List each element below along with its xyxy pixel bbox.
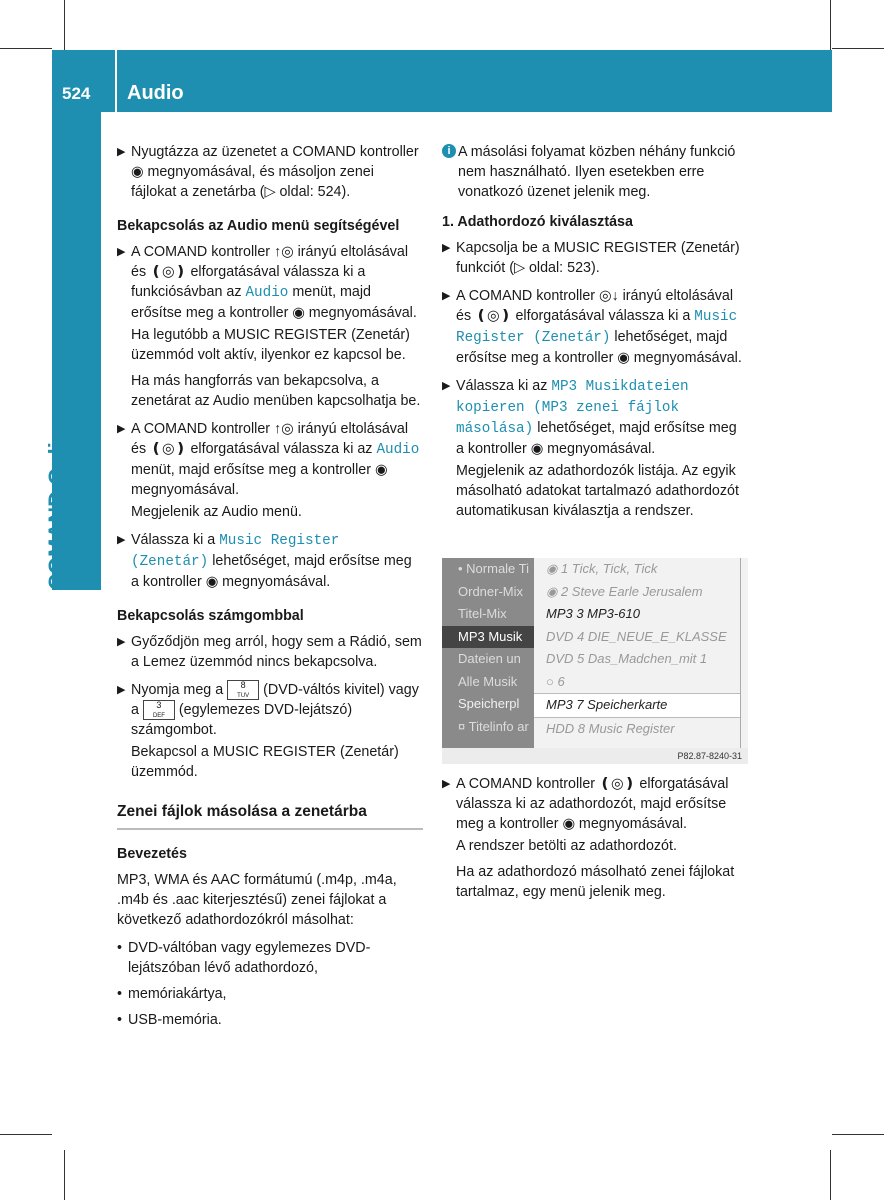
menu-code: Music Register (Zenetár) bbox=[456, 309, 738, 346]
left-column bbox=[117, 142, 423, 1036]
list-item: ▶ Válassza ki az MP3 Musikdateien kopieren (MP3 zenei fájlok másolása) lehetőséget, majd erősítse meg a kontroller ◉ megnyomásával. Megjelenik az adathordozók listája. Az egyik másolható adatokat tartalmazó adathordozót automatikusan kiválasztja a rendszer. bbox=[442, 378, 739, 519]
bullet-item: • USB-memória. bbox=[117, 1012, 222, 1029]
list-item: ▶ A COMAND kontroller ◎↓ irányú eltolásával és ❪◎❫ elforgatásával válassza ki a Music Register (Zenetár) lehetőséget, majd erősítse meg a kontroller ◉ megnyomásával. bbox=[442, 288, 742, 366]
list-item: ▶ Válassza ki a Music Register (Zenetár) lehetőséget, majd erősítse meg a kontroller ◉ megnyomásával. bbox=[117, 532, 412, 590]
list-item: ▶ Nyomja meg a 8 TUV (DVD-váltós kivitel) vagy a 3 DEF (egylemezes DVD-lejátszó) számgombot. Bekapcsol a MUSIC REGISTER (Zenetár) üzemmód. bbox=[117, 680, 419, 781]
bullet-item: • memóriakártya, bbox=[117, 986, 227, 1003]
crop-mark bbox=[830, 1150, 831, 1200]
arrow-icon: ▶ bbox=[442, 778, 451, 790]
screenshot-scrollbar bbox=[740, 558, 748, 748]
right-column bbox=[442, 142, 748, 529]
comand-display-screenshot bbox=[442, 558, 748, 764]
crop-mark bbox=[0, 48, 52, 49]
subheading: Bevezetés bbox=[117, 846, 187, 863]
subheading: Bekapcsolás számgombbal bbox=[117, 608, 304, 624]
subheading: Bekapcsolás az Audio menü segítségével bbox=[117, 218, 400, 234]
list-item: ▶ Kapcsolja be a MUSIC REGISTER (Zenetár) funkciót (▷ oldal: 523). bbox=[442, 240, 740, 276]
number-key-3: 3 DEF bbox=[143, 700, 175, 720]
bullet-item: • DVD-váltóban vagy egylemezes DVD-lejátszóban lévő adathordozó, bbox=[117, 940, 371, 977]
arrow-icon: ▶ bbox=[442, 242, 451, 254]
menu-code: MP3 Musikdateien kopieren (MP3 zenei fájlok másolása) bbox=[456, 379, 689, 437]
page-title: Audio bbox=[127, 82, 184, 104]
screenshot-menu: • Normale Ti Ordner-Mix Titel-Mix MP3 Musik Dateien un Alle Musik Speicherpl ¤ Titelinfo ar bbox=[442, 558, 534, 748]
menu-code: Music Register (Zenetár) bbox=[131, 533, 340, 570]
crop-mark bbox=[64, 0, 65, 50]
page-number: 524 bbox=[62, 84, 91, 103]
section-label: COMAND Online bbox=[44, 416, 69, 590]
crop-mark bbox=[832, 48, 884, 49]
arrow-icon: ▶ bbox=[117, 146, 126, 158]
arrow-icon: ▶ bbox=[117, 636, 126, 648]
crop-mark bbox=[832, 1134, 884, 1135]
paragraph: MP3, WMA és AAC formátumú (.m4p, .m4a, .m4b és .aac kiterjesztésű) zenei fájlokat a következő adathordozókról másolhat: bbox=[117, 872, 397, 929]
list-item: ▶ Győződjön meg arról, hogy sem a Rádió, sem a Lemez üzemmód nincs bekapcsolva. bbox=[117, 634, 422, 670]
number-key-8: 8 TUV bbox=[227, 680, 259, 700]
image-code: P82.87-8240-31 bbox=[442, 748, 748, 764]
arrow-icon: ▶ bbox=[442, 380, 451, 392]
list-item: ▶ Nyugtázza az üzenetet a COMAND kontroller ◉ megnyomásával, és másoljon zenei fájlokat a zenetárba (▷ oldal: 524). bbox=[117, 144, 419, 200]
crop-mark bbox=[830, 0, 831, 50]
arrow-icon: ▶ bbox=[442, 290, 451, 302]
info-icon: i bbox=[442, 144, 456, 158]
subheading: 1. Adathordozó kiválasztása bbox=[442, 214, 633, 230]
arrow-icon: ▶ bbox=[117, 423, 126, 435]
right-column-lower bbox=[442, 774, 748, 910]
screenshot-media-list: ◉ 1 Tick, Tick, Tick ◉ 2 Steve Earle Jerusalem MP3 3 MP3-610 DVD 4 DIE_NEUE_E_KLASSE DVD 5 Das_Madchen_mit 1 ○ 6 MP3 7 Speicherkarte HDD 8 Music Register bbox=[534, 558, 740, 748]
menu-code: Audio bbox=[376, 442, 420, 458]
arrow-icon: ▶ bbox=[117, 246, 126, 258]
info-note: i A másolási folyamat közben néhány funkció nem használható. Ilyen esetekben erre vonatkozó üzenet jelenik meg. bbox=[442, 142, 748, 202]
crop-mark bbox=[0, 1134, 52, 1135]
list-item: ▶ A COMAND kontroller ↑◎ irányú eltolásával és ❪◎❫ elforgatásával válassza ki a funkciósávban az Audio menüt, majd erősítse meg a kontroller ◉ megnyomásával. Ha legutóbb a MUSIC REGISTER (Zenetár) üzemmód volt aktív, ilyenkor ez kapcsol be. Ha más hangforrás van bekapcsolva, a zenetárat az Audio menüben kapcsolhatja be. bbox=[117, 244, 421, 409]
menu-code: Audio bbox=[245, 285, 289, 301]
arrow-icon: ▶ bbox=[117, 684, 126, 696]
arrow-icon: ▶ bbox=[117, 534, 126, 546]
crop-mark bbox=[64, 1150, 65, 1200]
list-item: ▶ A COMAND kontroller ❪◎❫ elforgatásával válassza ki az adathordozót, majd erősítse meg a kontroller ◉ megnyomásával. A rendszer betölti az adathordozót. Ha az adathordozó másolható zenei fájlokat tartalmaz, egy menü jelenik meg. bbox=[442, 776, 735, 900]
header-divider bbox=[115, 50, 117, 112]
list-item: ▶ A COMAND kontroller ↑◎ irányú eltolásával és ❪◎❫ elforgatásával válassza ki az Audio menüt, majd erősítse meg a kontroller ◉ megnyomásával. Megjelenik az Audio menü. bbox=[117, 421, 420, 520]
section-heading: Zenei fájlok másolása a zenetárba bbox=[117, 802, 423, 830]
